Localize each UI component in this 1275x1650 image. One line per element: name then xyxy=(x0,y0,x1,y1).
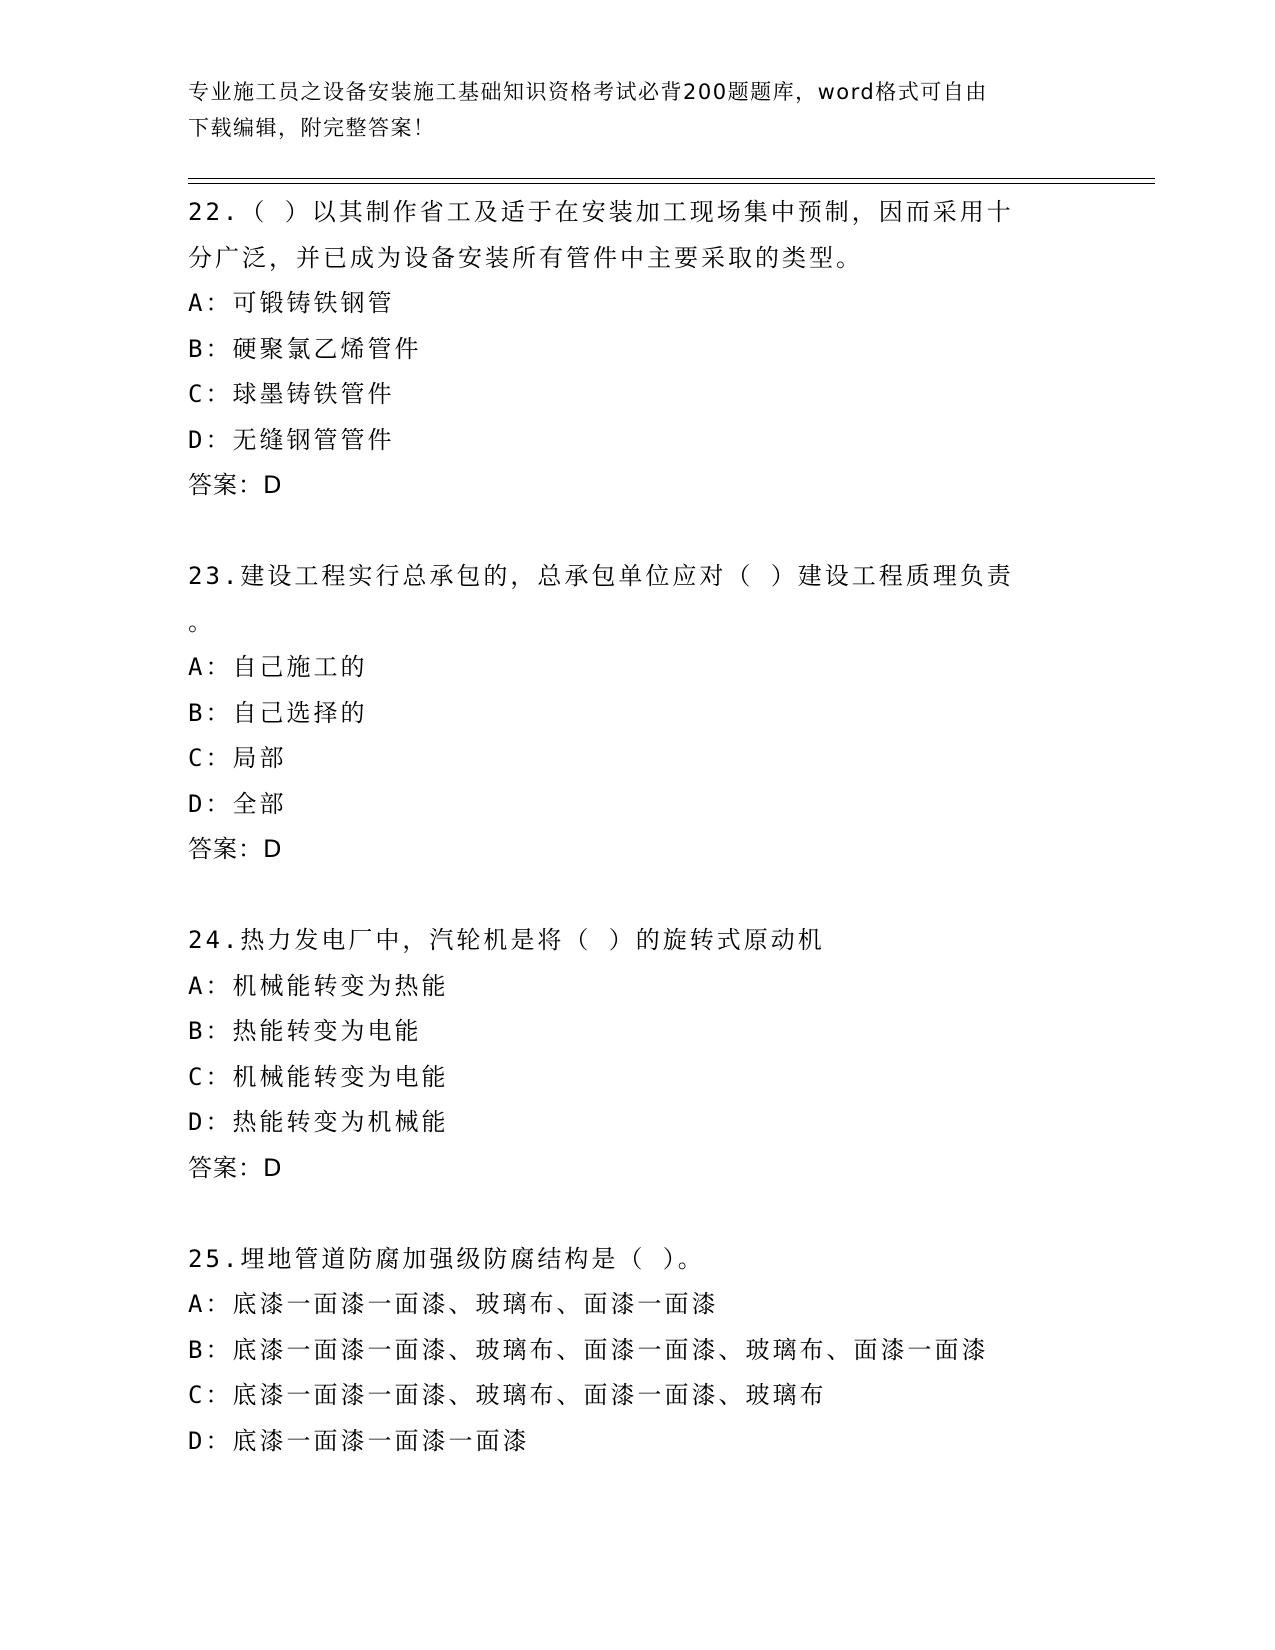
question-stem: 22.（ ）以其制作省工及适于在安装加工现场集中预制，因而采用十 xyxy=(188,198,1014,226)
question-stem: 24.热力发电厂中，汽轮机是将（ ）的旋转式原动机 xyxy=(188,926,825,954)
option-a: A：机械能转变为热能 xyxy=(188,971,449,1000)
option-b: B：底漆一面漆一面漆、玻璃布、面漆一面漆、玻璃布、面漆一面漆 xyxy=(188,1335,989,1364)
question-block xyxy=(188,1237,1088,1465)
question-spacer xyxy=(188,509,1088,555)
option-d: D：底漆一面漆一面漆一面漆 xyxy=(188,1426,530,1455)
header-line: 下载编辑，附完整答案！ xyxy=(188,116,436,140)
option-b: B：自己选择的 xyxy=(188,698,368,727)
option-c: C：局部 xyxy=(188,744,287,772)
option-d: D：热能转变为机械能 xyxy=(188,1108,449,1136)
question-spacer xyxy=(188,1191,1088,1237)
option-d: D：无缝钢管管件 xyxy=(188,425,395,454)
question-block xyxy=(188,554,1088,873)
option-a: A：底漆一面漆一面漆、玻璃布、面漆一面漆 xyxy=(188,1290,719,1318)
answer-line: 答案：D xyxy=(188,835,283,863)
option-b: B：热能转变为电能 xyxy=(188,1017,422,1045)
question-stem: 分广泛，并已成为设备安装所有管件中主要采取的类型。 xyxy=(188,243,863,272)
header-divider-top xyxy=(188,178,1155,179)
question-list xyxy=(188,190,1088,1464)
option-b: B：硬聚氯乙烯管件 xyxy=(188,334,422,363)
document-header xyxy=(188,74,1068,146)
option-c: C：球墨铸铁管件 xyxy=(188,380,395,408)
option-a: A：自己施工的 xyxy=(188,653,368,681)
option-c: C：底漆一面漆一面漆、玻璃布、面漆一面漆、玻璃布 xyxy=(188,1381,827,1409)
option-d: D：全部 xyxy=(188,789,287,818)
question-block xyxy=(188,190,1088,509)
question-block xyxy=(188,918,1088,1191)
header-divider-bottom xyxy=(188,183,1155,184)
option-a: A：可锻铸铁钢管 xyxy=(188,289,395,317)
header-line: 专业施工员之设备安装施工基础知识资格考试必背200题题库，word格式可自由 xyxy=(188,80,988,104)
option-c: C：机械能转变为电能 xyxy=(188,1062,449,1091)
question-stem: 23.建设工程实行总承包的，总承包单位应对（ ）建设工程质理负责 xyxy=(188,562,1014,590)
question-stem: 。 xyxy=(188,607,215,636)
answer-line: 答案：D xyxy=(188,1153,283,1182)
question-spacer xyxy=(188,873,1088,919)
answer-line: 答案：D xyxy=(188,471,283,499)
question-stem: 25.埋地管道防腐加强级防腐结构是（ ）。 xyxy=(188,1244,705,1273)
